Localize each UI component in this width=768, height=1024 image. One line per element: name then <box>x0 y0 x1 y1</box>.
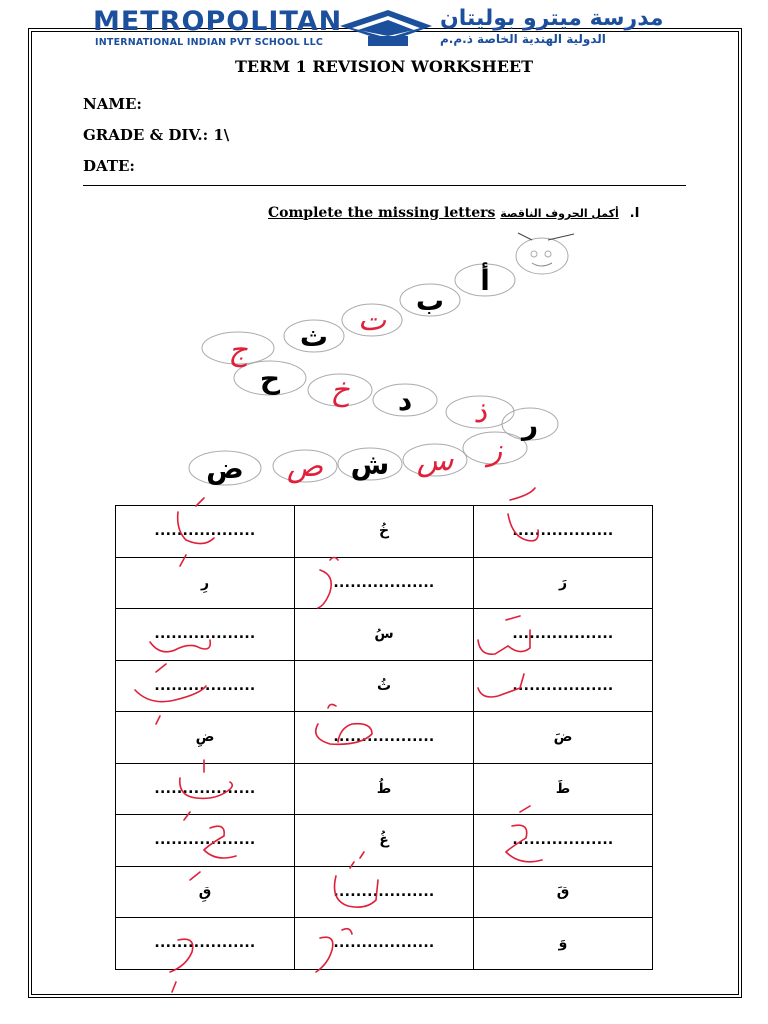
table-row <box>116 506 653 558</box>
table-row <box>116 609 653 661</box>
letter-cell: وَ <box>474 918 653 970</box>
letter-cell: قِ <box>116 866 295 918</box>
table-row <box>116 815 653 867</box>
table-row <box>116 763 653 815</box>
answer-blank[interactable]: .................. <box>295 918 474 970</box>
worksheet-title: TERM 1 REVISION WORKSHEET <box>234 57 534 76</box>
question-english: Complete the missing letters <box>268 205 496 221</box>
answer-blank[interactable]: .................. <box>116 918 295 970</box>
handwritten-answer: ص <box>286 449 324 484</box>
letter-cell: رَ <box>474 557 653 609</box>
handwritten-answer: س <box>416 443 454 478</box>
handwritten-answer: ز <box>487 433 503 468</box>
letters-table <box>115 505 653 970</box>
school-logo-arabic: مدرسة ميترو بوليتان <box>440 6 664 31</box>
letter-cell: غُ <box>295 815 474 867</box>
caterpillar-diagram <box>180 228 600 488</box>
caterpillar-letter: ث <box>299 320 329 353</box>
school-logo-arabic-subtitle: الدولية الهندية الخاصة ذ.م.م <box>440 32 606 46</box>
caterpillar-letter: ر <box>521 408 539 441</box>
letter-cell: رِ <box>116 557 295 609</box>
table-row <box>116 866 653 918</box>
caterpillar-letter: ش <box>350 448 390 481</box>
letter-cell: ضِ <box>116 712 295 764</box>
caterpillar-head <box>516 238 568 274</box>
header-divider <box>83 185 686 186</box>
table-row <box>116 918 653 970</box>
school-logo-subtitle: INTERNATIONAL INDIAN PVT SCHOOL LLC <box>95 37 324 48</box>
table-row <box>116 660 653 712</box>
handwritten-answer: ذ <box>473 395 487 430</box>
question-number: .I <box>629 206 640 221</box>
handwritten-answer: ت <box>357 303 387 338</box>
caterpillar-letter: ح <box>259 362 281 395</box>
answer-blank[interactable]: .................. <box>116 609 295 661</box>
answer-blank[interactable]: .................. <box>295 866 474 918</box>
caterpillar-letter: ض <box>206 452 244 485</box>
letter-cell: قَ <box>474 866 653 918</box>
answer-blank[interactable]: .................. <box>116 660 295 712</box>
caterpillar-letter: أ <box>480 264 490 297</box>
answer-blank[interactable]: .................. <box>474 660 653 712</box>
graduation-cap-icon <box>338 8 434 50</box>
school-logo-english: METROPOLITAN <box>93 6 343 37</box>
letter-cell: سُ <box>295 609 474 661</box>
answer-blank[interactable]: .................. <box>474 815 653 867</box>
answer-blank[interactable]: .................. <box>116 763 295 815</box>
date-field-label: DATE: <box>83 157 135 175</box>
answer-blank[interactable]: .................. <box>116 815 295 867</box>
table-row <box>116 557 653 609</box>
caterpillar-letter: د <box>397 384 413 417</box>
question-arabic: أكمل الحروف الناقصة <box>500 207 619 220</box>
answer-blank[interactable]: .................. <box>295 712 474 764</box>
answer-blank[interactable]: .................. <box>295 557 474 609</box>
name-field-label: NAME: <box>83 95 142 113</box>
letter-cell: ضَ <box>474 712 653 764</box>
handwritten-answer: ج <box>228 333 248 368</box>
table-row <box>116 712 653 764</box>
letter-cell: طَ <box>474 763 653 815</box>
handwritten-answer: خ <box>330 373 350 408</box>
grade-field-label: GRADE & DIV.: 1\ <box>83 126 230 144</box>
letter-cell: خُ <box>295 506 474 558</box>
question-heading <box>268 205 639 221</box>
answer-blank[interactable]: .................. <box>474 506 653 558</box>
caterpillar-letter: ب <box>415 284 445 317</box>
letter-cell: طُ <box>295 763 474 815</box>
answer-blank[interactable]: .................. <box>116 506 295 558</box>
answer-blank[interactable]: .................. <box>474 609 653 661</box>
letter-cell: ثُ <box>295 660 474 712</box>
